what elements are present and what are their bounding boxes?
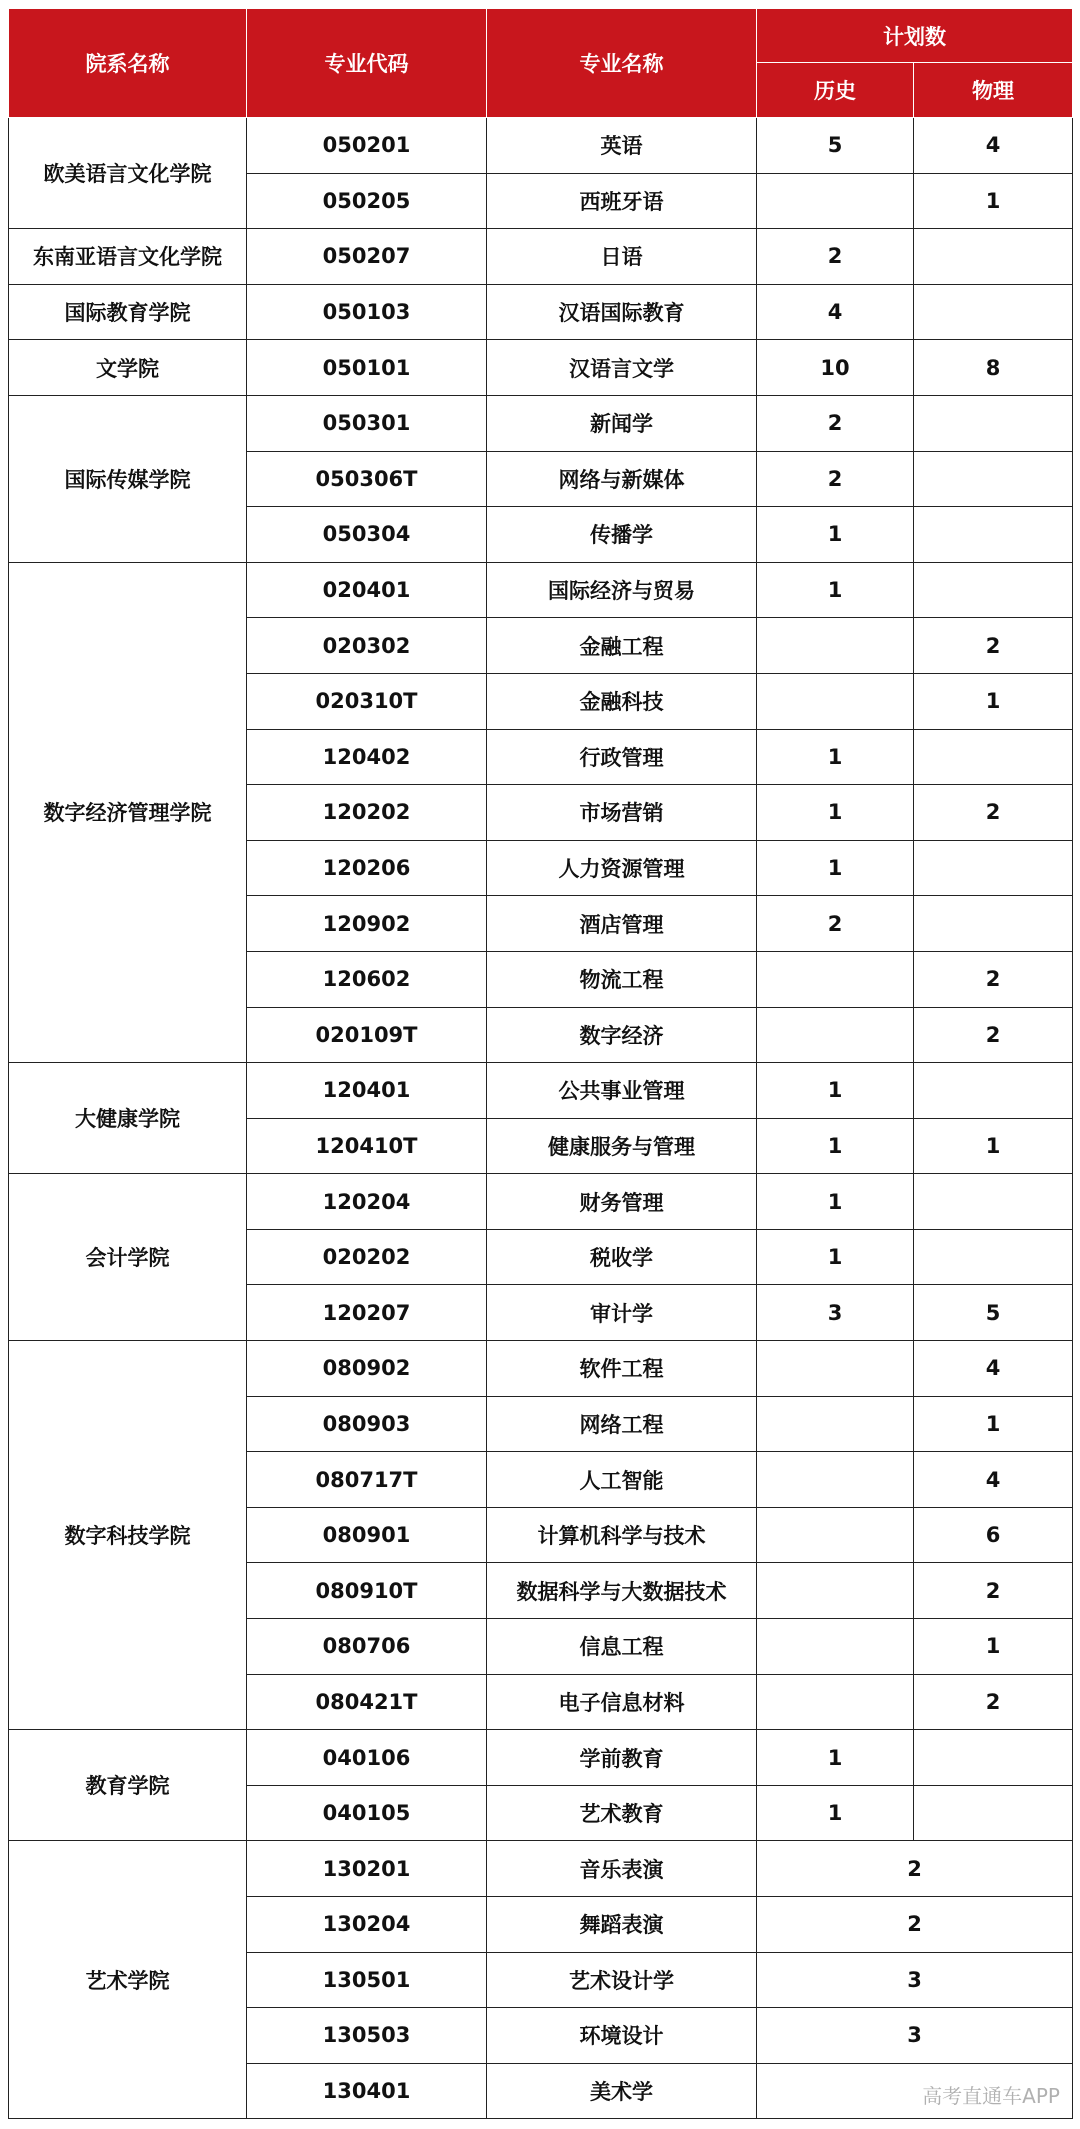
code-cell: 040105 <box>247 1785 487 1841</box>
physics-count-cell: 1 <box>914 1396 1073 1452</box>
history-count-cell: 1 <box>757 840 914 896</box>
history-count-cell: 1 <box>757 729 914 785</box>
plan-combined-cell: 3 <box>757 2008 1073 2064</box>
department-cell: 教育学院 <box>9 1730 247 1841</box>
code-cell: 130204 <box>247 1897 487 1953</box>
physics-count-cell: 1 <box>914 173 1073 229</box>
history-count-cell: 2 <box>757 395 914 451</box>
physics-count-cell <box>914 284 1073 340</box>
table-row <box>9 229 1073 285</box>
major-cell: 数据科学与大数据技术 <box>487 1563 757 1619</box>
header-history: 历史 <box>757 63 914 118</box>
physics-count-cell: 2 <box>914 1674 1073 1730</box>
history-count-cell: 1 <box>757 785 914 841</box>
history-count-cell: 1 <box>757 1229 914 1285</box>
major-cell: 日语 <box>487 229 757 285</box>
code-cell: 080901 <box>247 1507 487 1563</box>
department-cell: 数字科技学院 <box>9 1341 247 1730</box>
major-cell: 汉语言文学 <box>487 340 757 396</box>
major-cell: 网络与新媒体 <box>487 451 757 507</box>
watermark: 高考直通车APP <box>922 2084 1060 2108</box>
department-cell: 东南亚语言文化学院 <box>9 229 247 285</box>
major-cell: 金融工程 <box>487 618 757 674</box>
major-cell: 汉语国际教育 <box>487 284 757 340</box>
table-row <box>9 118 1073 174</box>
major-cell: 美术学 <box>487 2063 757 2119</box>
table-header <box>9 9 1073 118</box>
major-cell: 税收学 <box>487 1229 757 1285</box>
header-department: 院系名称 <box>9 9 247 118</box>
history-count-cell: 2 <box>757 229 914 285</box>
physics-count-cell <box>914 562 1073 618</box>
code-cell: 120207 <box>247 1285 487 1341</box>
physics-count-cell: 6 <box>914 1507 1073 1563</box>
enrollment-plan-table <box>8 8 1073 2119</box>
history-count-cell: 1 <box>757 1785 914 1841</box>
physics-count-cell <box>914 507 1073 563</box>
major-cell: 新闻学 <box>487 395 757 451</box>
code-cell: 080903 <box>247 1396 487 1452</box>
physics-count-cell: 4 <box>914 118 1073 174</box>
table-row <box>9 284 1073 340</box>
table-row <box>9 1730 1073 1786</box>
major-cell: 酒店管理 <box>487 896 757 952</box>
code-cell: 080902 <box>247 1341 487 1397</box>
major-cell: 物流工程 <box>487 951 757 1007</box>
history-count-cell: 1 <box>757 1730 914 1786</box>
history-count-cell: 10 <box>757 340 914 396</box>
department-cell: 国际传媒学院 <box>9 395 247 562</box>
code-cell: 130401 <box>247 2063 487 2119</box>
physics-count-cell <box>914 1785 1073 1841</box>
code-cell: 120602 <box>247 951 487 1007</box>
code-cell: 020401 <box>247 562 487 618</box>
history-count-cell <box>757 1452 914 1508</box>
code-cell: 080910T <box>247 1563 487 1619</box>
major-cell: 环境设计 <box>487 2008 757 2064</box>
physics-count-cell: 4 <box>914 1341 1073 1397</box>
code-cell: 120401 <box>247 1063 487 1119</box>
major-cell: 审计学 <box>487 1285 757 1341</box>
code-cell: 050306T <box>247 451 487 507</box>
code-cell: 050103 <box>247 284 487 340</box>
table-body <box>9 118 1073 2119</box>
physics-count-cell <box>914 451 1073 507</box>
code-cell: 050205 <box>247 173 487 229</box>
table-row <box>9 1341 1073 1397</box>
major-cell: 人工智能 <box>487 1452 757 1508</box>
history-count-cell: 1 <box>757 1063 914 1119</box>
history-count-cell <box>757 1341 914 1397</box>
physics-count-cell: 2 <box>914 785 1073 841</box>
major-cell: 计算机科学与技术 <box>487 1507 757 1563</box>
history-count-cell <box>757 951 914 1007</box>
history-count-cell: 1 <box>757 1174 914 1230</box>
major-cell: 学前教育 <box>487 1730 757 1786</box>
table-row <box>9 395 1073 451</box>
code-cell: 080717T <box>247 1452 487 1508</box>
code-cell: 050301 <box>247 395 487 451</box>
major-cell: 公共事业管理 <box>487 1063 757 1119</box>
header-code: 专业代码 <box>247 9 487 118</box>
major-cell: 音乐表演 <box>487 1841 757 1897</box>
history-count-cell: 1 <box>757 1118 914 1174</box>
code-cell: 050101 <box>247 340 487 396</box>
code-cell: 050207 <box>247 229 487 285</box>
physics-count-cell: 1 <box>914 1619 1073 1675</box>
plan-combined-cell: 2 <box>757 1897 1073 1953</box>
department-cell: 国际教育学院 <box>9 284 247 340</box>
code-cell: 120206 <box>247 840 487 896</box>
code-cell: 020202 <box>247 1229 487 1285</box>
major-cell: 艺术设计学 <box>487 1952 757 2008</box>
physics-count-cell: 2 <box>914 1563 1073 1619</box>
history-count-cell <box>757 1507 914 1563</box>
code-cell: 130201 <box>247 1841 487 1897</box>
history-count-cell: 1 <box>757 507 914 563</box>
physics-count-cell <box>914 229 1073 285</box>
physics-count-cell <box>914 1174 1073 1230</box>
code-cell: 120204 <box>247 1174 487 1230</box>
department-cell: 会计学院 <box>9 1174 247 1341</box>
history-count-cell <box>757 673 914 729</box>
physics-count-cell <box>914 896 1073 952</box>
history-count-cell <box>757 1396 914 1452</box>
major-cell: 艺术教育 <box>487 1785 757 1841</box>
code-cell: 130503 <box>247 2008 487 2064</box>
major-cell: 西班牙语 <box>487 173 757 229</box>
code-cell: 120410T <box>247 1118 487 1174</box>
history-count-cell <box>757 618 914 674</box>
department-cell: 欧美语言文化学院 <box>9 118 247 229</box>
code-cell: 050304 <box>247 507 487 563</box>
physics-count-cell: 1 <box>914 1118 1073 1174</box>
physics-count-cell <box>914 840 1073 896</box>
code-cell: 040106 <box>247 1730 487 1786</box>
physics-count-cell: 2 <box>914 618 1073 674</box>
major-cell: 金融科技 <box>487 673 757 729</box>
department-cell: 艺术学院 <box>9 1841 247 2119</box>
physics-count-cell: 4 <box>914 1452 1073 1508</box>
history-count-cell: 2 <box>757 896 914 952</box>
history-count-cell: 4 <box>757 284 914 340</box>
history-count-cell <box>757 1619 914 1675</box>
plan-combined-cell: 2 <box>757 1841 1073 1897</box>
major-cell: 市场营销 <box>487 785 757 841</box>
physics-count-cell <box>914 729 1073 785</box>
code-cell: 080421T <box>247 1674 487 1730</box>
history-count-cell <box>757 173 914 229</box>
department-cell: 文学院 <box>9 340 247 396</box>
code-cell: 120402 <box>247 729 487 785</box>
physics-count-cell: 2 <box>914 951 1073 1007</box>
physics-count-cell <box>914 395 1073 451</box>
major-cell: 人力资源管理 <box>487 840 757 896</box>
table-row <box>9 1841 1073 1897</box>
physics-count-cell <box>914 1063 1073 1119</box>
code-cell: 120202 <box>247 785 487 841</box>
table-row <box>9 340 1073 396</box>
major-cell: 健康服务与管理 <box>487 1118 757 1174</box>
code-cell: 080706 <box>247 1619 487 1675</box>
physics-count-cell: 2 <box>914 1007 1073 1063</box>
code-cell: 130501 <box>247 1952 487 2008</box>
physics-count-cell: 1 <box>914 673 1073 729</box>
major-cell: 数字经济 <box>487 1007 757 1063</box>
major-cell: 财务管理 <box>487 1174 757 1230</box>
history-count-cell <box>757 1007 914 1063</box>
code-cell: 020302 <box>247 618 487 674</box>
major-cell: 电子信息材料 <box>487 1674 757 1730</box>
code-cell: 050201 <box>247 118 487 174</box>
major-cell: 软件工程 <box>487 1341 757 1397</box>
history-count-cell: 2 <box>757 451 914 507</box>
history-count-cell: 5 <box>757 118 914 174</box>
major-cell: 信息工程 <box>487 1619 757 1675</box>
table-row <box>9 1174 1073 1230</box>
major-cell: 国际经济与贸易 <box>487 562 757 618</box>
physics-count-cell: 5 <box>914 1285 1073 1341</box>
code-cell: 020310T <box>247 673 487 729</box>
history-count-cell: 1 <box>757 562 914 618</box>
header-major: 专业名称 <box>487 9 757 118</box>
history-count-cell: 3 <box>757 1285 914 1341</box>
major-cell: 传播学 <box>487 507 757 563</box>
plan-combined-cell: 3 <box>757 1952 1073 2008</box>
major-cell: 英语 <box>487 118 757 174</box>
physics-count-cell <box>914 1229 1073 1285</box>
header-plan: 计划数 <box>757 9 1073 63</box>
major-cell: 行政管理 <box>487 729 757 785</box>
code-cell: 020109T <box>247 1007 487 1063</box>
table-row <box>9 1063 1073 1119</box>
department-cell: 数字经济管理学院 <box>9 562 247 1062</box>
code-cell: 120902 <box>247 896 487 952</box>
major-cell: 舞蹈表演 <box>487 1897 757 1953</box>
table-row <box>9 562 1073 618</box>
history-count-cell <box>757 1674 914 1730</box>
department-cell: 大健康学院 <box>9 1063 247 1174</box>
history-count-cell <box>757 1563 914 1619</box>
physics-count-cell: 8 <box>914 340 1073 396</box>
physics-count-cell <box>914 1730 1073 1786</box>
header-physics: 物理 <box>914 63 1073 118</box>
major-cell: 网络工程 <box>487 1396 757 1452</box>
